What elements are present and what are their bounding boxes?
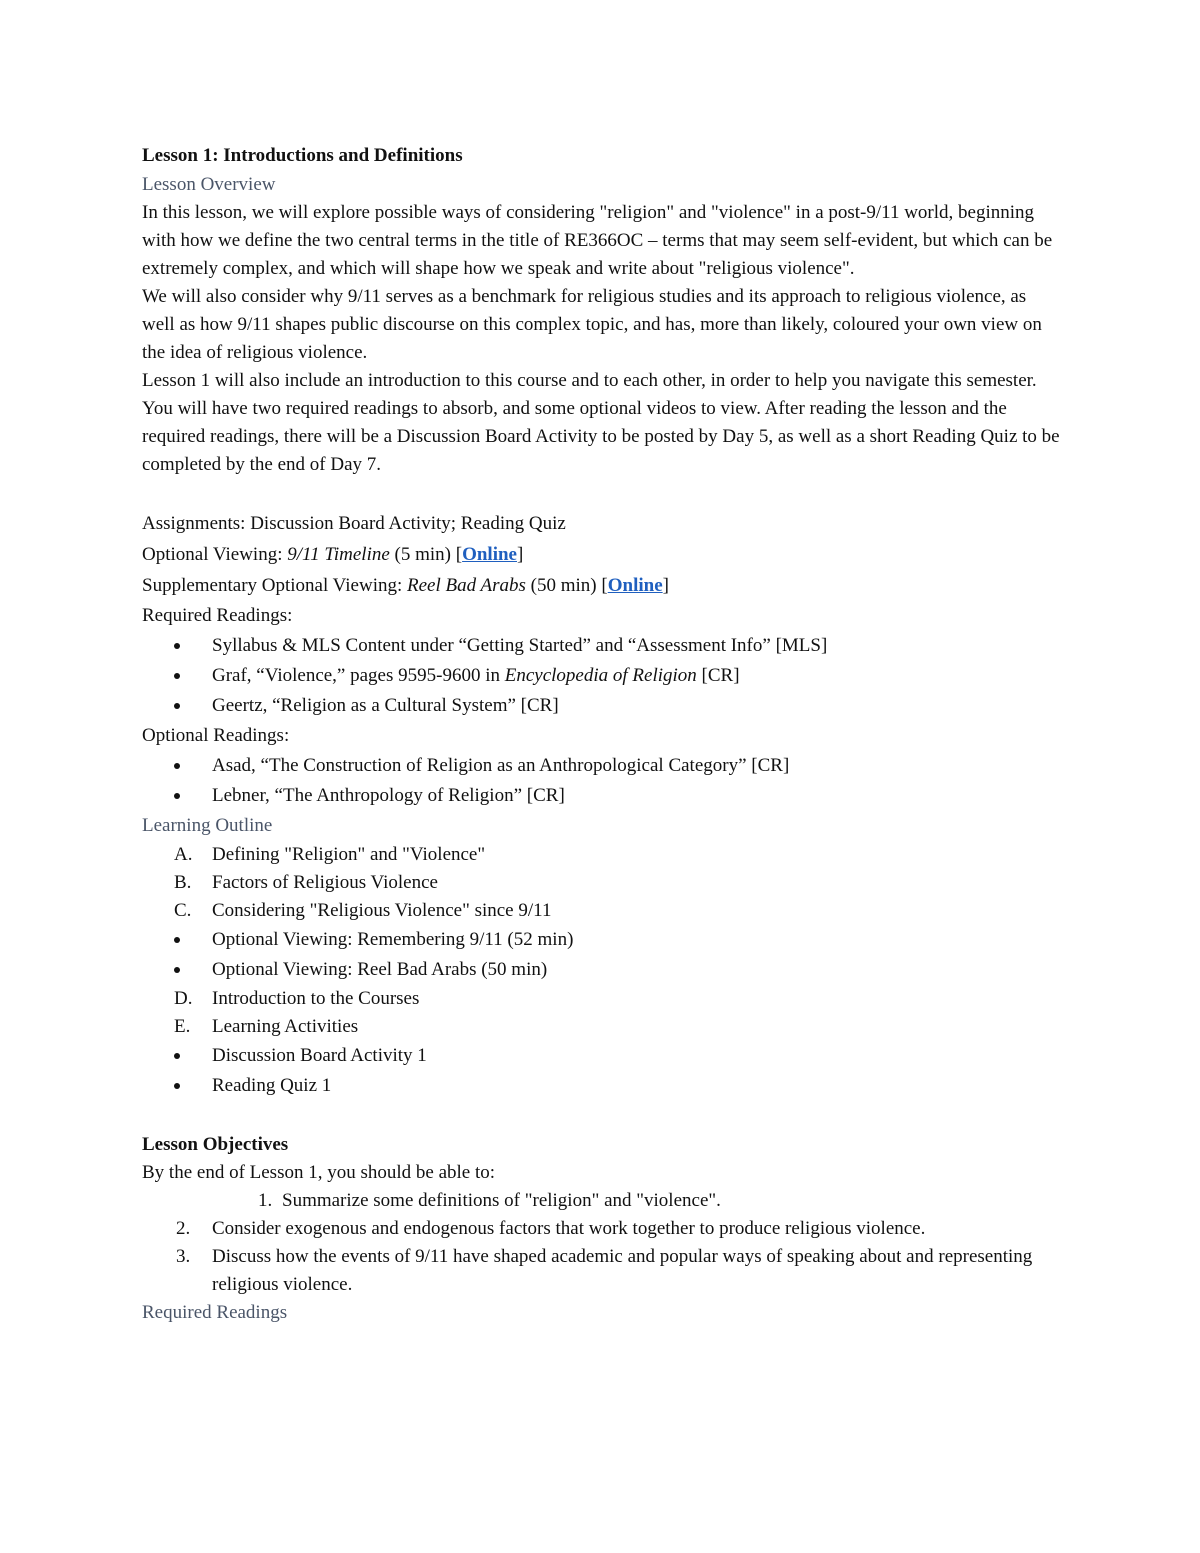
supp-viewing-duration: (50 min) [ — [525, 575, 608, 596]
outline-item — [142, 841, 1062, 869]
assignments-line: Assignments: Discussion Board Activity; Reading Quiz — [142, 513, 566, 534]
required-reading-tag: [CR] — [696, 665, 740, 686]
spacer — [142, 1101, 1062, 1131]
outline-item — [142, 985, 1062, 1013]
required-reading-item — [142, 631, 1062, 661]
required-reading-text: Graf, “Violence,” pages 9595-9600 in — [212, 665, 505, 686]
required-readings-heading: Required Readings — [142, 1302, 288, 1323]
bullet-icon — [174, 763, 180, 769]
outline-text: Factors of Religious Violence — [212, 872, 438, 893]
overview-paragraph: Lesson 1 will also include an introduction to this course and to each other, in order to help you navigate this semester. — [142, 370, 1037, 391]
spacer — [142, 479, 1062, 509]
optional-viewing-prefix: Optional Viewing: — [142, 544, 288, 565]
optional-viewing-duration: (5 min) [ — [389, 544, 463, 565]
outline-text: Introduction to the Courses — [212, 988, 420, 1009]
outline-item — [142, 1013, 1062, 1041]
required-readings-label: Required Readings: — [142, 605, 293, 626]
overview-heading: Lesson Overview — [142, 174, 276, 195]
objective-item — [142, 1243, 1062, 1299]
optional-viewing-suffix: ] — [516, 544, 524, 565]
outline-marker: D. — [174, 988, 193, 1009]
bullet-icon — [174, 703, 180, 709]
outline-marker: C. — [174, 900, 192, 921]
objective-text: Discuss how the events of 9/11 have shaped academic and popular ways of speaking about and representing religious violence. — [212, 1246, 1033, 1295]
required-reading-text: Geertz, “Religion as a Cultural System” [CR] — [212, 695, 559, 716]
objective-marker: 2. — [176, 1218, 191, 1239]
outline-text: Optional Viewing: Reel Bad Arabs (50 min) — [212, 959, 548, 980]
outline-item — [142, 897, 1062, 925]
optional-viewing-line — [142, 539, 1062, 570]
outline-text: Considering "Religious Violence" since 9/11 — [212, 900, 552, 921]
supp-viewing-suffix: ] — [662, 575, 669, 596]
outline-item — [142, 869, 1062, 897]
overview-paragraph: You will have two required readings to absorb, and some optional videos to view. After reading the lesson and the required readings, there will be a Discussion Board Activity to be posted by Day 5, as well as a short Reading Quiz to be completed by the end of Day 7. — [142, 398, 1060, 475]
outline-heading: Learning Outline — [142, 815, 273, 836]
optional-viewing-online-link[interactable]: Online — [462, 544, 517, 565]
optional-reading-item — [142, 751, 1062, 781]
supplementary-viewing-line — [142, 570, 1062, 601]
optional-reading-text: Asad, “The Construction of Religion as an Anthropological Category” [CR] — [212, 755, 790, 776]
bullet-icon — [174, 967, 180, 973]
bullet-icon — [174, 793, 180, 799]
objective-item — [142, 1187, 1062, 1215]
bullet-icon — [174, 643, 180, 649]
outline-marker: B. — [174, 872, 192, 893]
supp-viewing-title: Reel Bad Arabs — [407, 575, 526, 596]
overview-paragraph: We will also consider why 9/11 serves as a benchmark for religious studies and its approach to religious violence, as well as how 9/11 shapes public discourse on this complex topic, and has, more than likely, coloured your own view on the idea of religious violence. — [142, 286, 1042, 363]
outline-item — [142, 955, 1062, 985]
lesson-title: Lesson 1: Introductions and Definitions — [142, 145, 463, 166]
required-reading-item — [142, 691, 1062, 721]
objective-text: Consider exogenous and endogenous factors that work together to produce religious violence. — [212, 1218, 926, 1239]
outline-text: Optional Viewing: Remembering 9/11 (52 min) — [212, 929, 574, 950]
optional-reading-item — [142, 781, 1062, 811]
supp-viewing-online-link[interactable]: Online — [607, 575, 663, 596]
outline-marker: E. — [174, 1016, 191, 1037]
required-reading-source: Encyclopedia of Religion — [504, 665, 697, 686]
objective-marker: 1. — [258, 1190, 273, 1211]
overview-paragraph: In this lesson, we will explore possible ways of considering "religion" and "violence" in a post-9/11 world, beginning with how we define the two central terms in the title of RE366OC – terms that may seem self-evident, but which can be extremely complex, and which will shape how we speak and write about "religious violence". — [142, 202, 1053, 279]
optional-readings-label: Optional Readings: — [142, 725, 290, 746]
outline-item — [142, 925, 1062, 955]
outline-text: Defining "Religion" and "Violence" — [212, 844, 486, 865]
required-reading-text: Syllabus & MLS Content under “Getting Started” and “Assessment Info” [MLS] — [212, 635, 828, 656]
objective-marker: 3. — [176, 1246, 191, 1267]
outline-text: Learning Activities — [212, 1016, 359, 1037]
optional-reading-text: Lebner, “The Anthropology of Religion” [CR] — [212, 785, 565, 806]
document-body — [142, 142, 1062, 1327]
outline-text: Discussion Board Activity 1 — [212, 1045, 427, 1066]
bullet-icon — [174, 937, 180, 943]
bullet-icon — [174, 1083, 180, 1089]
outline-item — [142, 1041, 1062, 1071]
supp-viewing-prefix: Supplementary Optional Viewing: — [142, 575, 407, 596]
objective-item — [142, 1215, 1062, 1243]
required-reading-item — [142, 661, 1062, 691]
outline-item — [142, 1071, 1062, 1101]
objectives-heading: Lesson Objectives — [142, 1134, 289, 1155]
bullet-icon — [174, 1053, 180, 1059]
objectives-intro: By the end of Lesson 1, you should be able to: — [142, 1162, 496, 1183]
outline-text: Reading Quiz 1 — [212, 1075, 332, 1096]
optional-viewing-title: 9/11 Timeline — [287, 544, 390, 565]
objective-text: Summarize some definitions of "religion" and "violence". — [282, 1190, 721, 1211]
bullet-icon — [174, 673, 180, 679]
outline-marker: A. — [174, 844, 193, 865]
